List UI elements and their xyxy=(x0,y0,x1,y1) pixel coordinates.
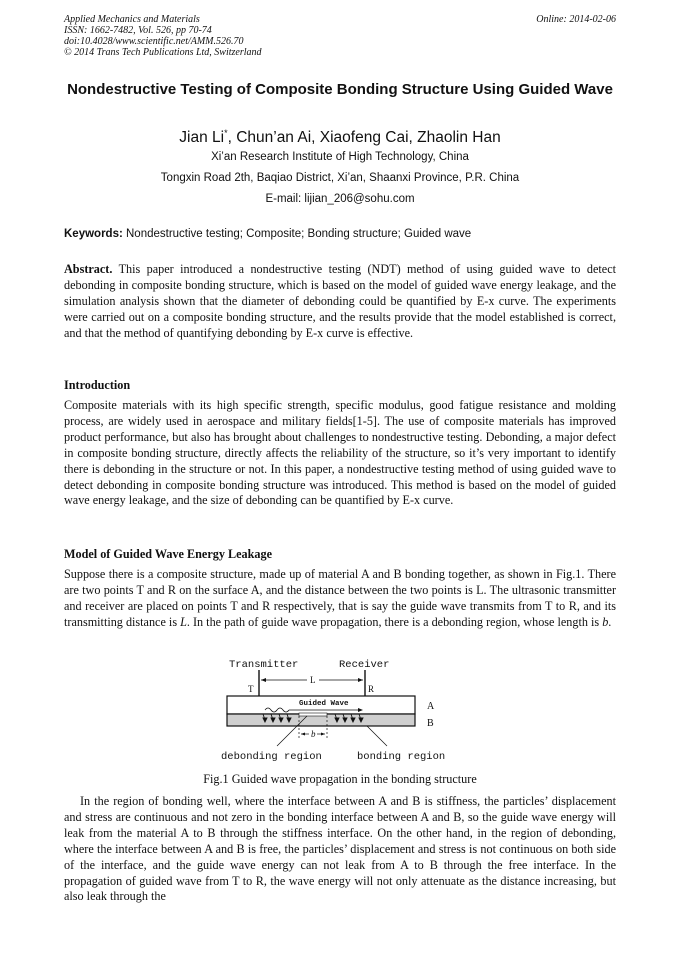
journal-name: Applied Mechanics and Materials xyxy=(64,14,200,25)
copyright: © 2014 Trans Tech Publications Ltd, Switzerland xyxy=(64,47,262,58)
guided-wave-label: Guided Wave xyxy=(299,700,349,708)
keywords xyxy=(64,227,616,241)
journal-header xyxy=(64,14,616,58)
doi: doi:10.4028/www.scientific.net/AMM.526.70 xyxy=(64,36,244,47)
issn: ISSN: 1662-7482, Vol. 526, pp 70-74 xyxy=(64,25,212,36)
introduction-paragraph: Composite materials with its high specific strength, specific modulus, good fatigue resistance and molding process, are widely used in aerospace and military fields[1-5]. The use of composite materials has improved product performance, but also has brought about challenges to nondestructive testing. Debonding, a major defect in composite bonding structure, directly affects the reliability of the structure, so it’s very important to identify there is debonding in the structure or not. In this paper, a nondestructive testing method of using guided wave to detect debonding in composite bonding structure was introduced. This method is based on the model of guided wave energy leakage, and the size of debonding can be quantified by E-x curve. xyxy=(64,398,616,508)
author-list xyxy=(64,123,616,148)
debonding-gap xyxy=(299,713,327,716)
distance-b-arrow-left xyxy=(301,733,305,736)
section-heading-introduction: Introduction xyxy=(64,378,131,392)
abstract-text: This paper introduced a nondestructive testing (NDT) method of using guided wave to detect debonding in composite bonding structure, which is based on the model of guided wave energy leakage, and the simulation analysis shown that the diameter of debonding could be quantified by E-x curve. The experiments were carried out on a composite bonding structure, and the results provide that the model established is correct, and that the method of quantifying debonding by E-x curve is effective. xyxy=(64,262,616,340)
material-A-label: A xyxy=(427,701,435,712)
model-p1-text-2: . In the path of guide wave propagation, there is a debonding region, whose length is xyxy=(186,614,603,629)
abstract xyxy=(64,262,616,342)
bonding-region-label: bonding region xyxy=(357,751,446,763)
bonding-leader-line xyxy=(367,726,387,746)
figure-1-caption: Fig.1 Guided wave propagation in the bonding structure xyxy=(203,772,477,786)
transmitter-label: Transmitter xyxy=(229,659,299,671)
model-p1-text: Suppose there is a composite structure, made up of material A and B bonding together, as shown in Fig.1. There are two points T and R on the surface A, and the distance between the two points is L. The ultrasonic transmitter and receiver are placed on points T and R respectively, that is say the guide wave transmits from T to R, and its transmitting distance is xyxy=(64,567,616,629)
debonding-region-label: debonding region xyxy=(221,751,322,763)
corresponding-mark: * xyxy=(224,128,228,138)
affiliation-institute: Xi’an Research Institute of High Technology, China xyxy=(211,151,469,163)
receiver-label: Receiver xyxy=(339,659,390,671)
figure-1-diagram xyxy=(215,656,465,764)
distance-L-label: L xyxy=(310,675,316,685)
point-R-label: R xyxy=(368,684,375,694)
model-paragraph-2: In the region of bonding well, where the interface between A and B is stiffness, the particles’ displacement and stress are continuous and not zero in the bonding interface between A and B, so the guide wave energy will leak from the material A to B through the stiffness interface. On the other hand, in the region of debonding, where the interface between A and B is free, the particles’ displacement and stress is not continuous on both side of the interface, and the guide wave energy can not leak from A to B through the free interface. In the propagation of guided wave from T to R, the wave energy will not only attenuate as the distance increasing, but also leak through the xyxy=(64,794,616,904)
section-heading-model: Model of Guided Wave Energy Leakage xyxy=(64,547,272,561)
distance-b-label: b xyxy=(311,729,316,739)
paper-title: Nondestructive Testing of Composite Bonding Structure Using Guided Wave xyxy=(67,81,613,98)
symbol-L: L xyxy=(180,614,187,629)
online-date: Online: 2014-02-06 xyxy=(536,14,616,25)
model-p1-end: . xyxy=(608,614,612,629)
symbol-b: b xyxy=(602,614,609,629)
affiliation-address: Tongxin Road 2th, Baqiao District, Xi’an, Shaanxi Province, P.R. China xyxy=(160,172,520,184)
model-paragraph-1 xyxy=(64,567,616,631)
other-authors: , Chun’an Ai, Xiaofeng Cai, Zhaolin Han xyxy=(227,129,501,147)
distance-L-arrow-left xyxy=(261,678,266,682)
abstract-label: Abstract. xyxy=(64,262,113,276)
keywords-text: Nondestructive testing; Composite; Bonding structure; Guided wave xyxy=(126,228,472,240)
author-email: E-mail: lijian_206@sohu.com xyxy=(265,193,415,205)
keywords-label: Keywords: xyxy=(64,228,123,240)
distance-b-arrow-right xyxy=(321,733,325,736)
material-B-label: B xyxy=(427,718,434,729)
distance-L-arrow-right xyxy=(358,678,363,682)
first-author: Jian Li xyxy=(179,129,225,147)
point-T-label: T xyxy=(248,684,254,694)
